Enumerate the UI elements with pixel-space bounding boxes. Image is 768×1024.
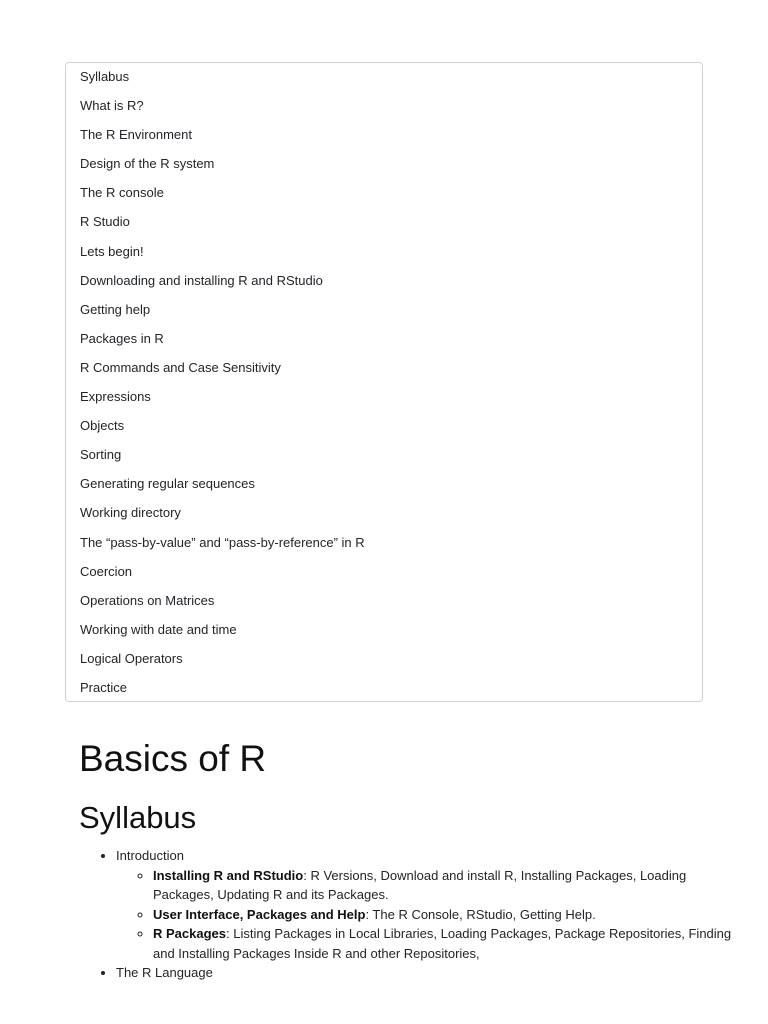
toc-item-r-environment[interactable]: The R Environment (80, 127, 192, 143)
toc-item-getting-help[interactable]: Getting help (80, 301, 151, 317)
syllabus-subitem (153, 866, 736, 905)
toc-item-working-directory[interactable]: Working directory (80, 505, 181, 521)
section-title-syllabus: Syllabus (79, 800, 197, 835)
toc-item-logical-operators[interactable]: Logical Operators (80, 650, 183, 666)
syllabus-subitem-heading: Installing R and RStudio (153, 867, 304, 883)
table-of-contents (65, 62, 703, 702)
syllabus-sublist (116, 866, 736, 964)
syllabus-item-introduction (116, 846, 736, 963)
syllabus-subitem-text: : Listing Packages in Local Libraries, Loading Packages, Package Repositories, Finding and Installing Packages Inside R and other Repositories, (153, 926, 732, 961)
toc-item-operations-on-matrices[interactable]: Operations on Matrices (80, 592, 215, 608)
toc-item-r-commands[interactable]: R Commands and Case Sensitivity (80, 359, 281, 375)
syllabus-subitem (153, 924, 736, 963)
syllabus-subitem-heading: R Packages (153, 926, 226, 941)
toc-item-downloading-installing[interactable]: Downloading and installing R and RStudio (80, 272, 323, 288)
toc-item-lets-begin[interactable]: Lets begin! (80, 243, 144, 259)
page-title: Basics of R (79, 738, 267, 779)
toc-item-date-and-time[interactable]: Working with date and time (80, 621, 237, 637)
syllabus-subitem-heading: User Interface, Packages and Help (153, 906, 366, 922)
syllabus-item-label: The R Language (116, 965, 213, 980)
toc-item-r-studio[interactable]: R Studio (80, 214, 130, 230)
toc-item-syllabus[interactable]: Syllabus (80, 69, 130, 84)
toc-item-pass-by-value[interactable]: The “pass-by-value” and “pass-by-reference” in R (80, 534, 365, 550)
toc-item-coercion[interactable]: Coercion (80, 563, 133, 579)
toc-item-expressions[interactable]: Expressions (80, 389, 151, 405)
toc-item-regular-sequences[interactable]: Generating regular sequences (80, 476, 255, 492)
syllabus-list (79, 846, 736, 983)
toc-list (66, 66, 702, 706)
syllabus-subitem-text: : R Versions, Download and install R, Installing Packages, Loading Packages, Updating R and its Packages. (153, 867, 687, 902)
syllabus-subitem (153, 905, 736, 925)
toc-item-objects[interactable]: Objects (80, 418, 125, 434)
toc-item-packages-in-r[interactable]: Packages in R (80, 330, 164, 346)
syllabus-item-label: Introduction (116, 848, 184, 863)
syllabus-subitem-text: : The R Console, RStudio, Getting Help. (365, 906, 596, 922)
toc-item-what-is-r[interactable]: What is R? (80, 98, 144, 114)
toc-item-r-console[interactable]: The R console (80, 185, 164, 201)
toc-item-design-of-r-system[interactable]: Design of the R system (80, 156, 215, 172)
toc-item-practice[interactable]: Practice (80, 679, 127, 695)
toc-item-sorting[interactable]: Sorting (80, 447, 122, 463)
syllabus-item-r-language (116, 963, 736, 983)
